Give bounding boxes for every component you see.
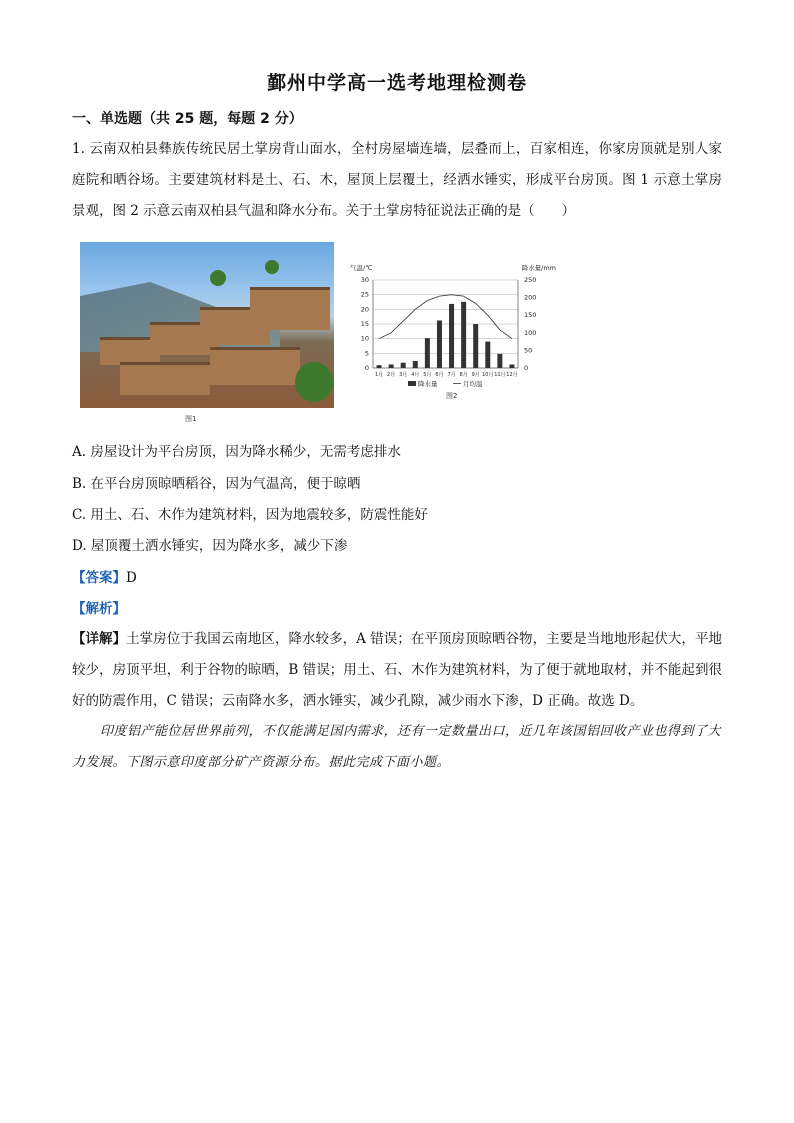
climate-chart: [348, 258, 558, 408]
y-right-tick: 150: [524, 311, 537, 320]
page-title: 鄞州中学高一选考地理检测卷: [266, 72, 527, 94]
legend-precip-label: 降水量: [418, 380, 438, 388]
option-a: A. 房屋设计为平台房顶，因为降水稀少，无需考虑排水: [72, 444, 401, 460]
tree: [210, 270, 226, 286]
y-right-tick: 50: [524, 346, 533, 355]
answer-value: D: [126, 570, 137, 586]
precip-bar: [449, 304, 454, 368]
precip-bar: [413, 361, 418, 368]
y-left-label: 气温/℃: [350, 264, 373, 272]
answer-line: [72, 566, 137, 586]
figure-row: [80, 240, 560, 430]
x-tick: 9月: [471, 372, 480, 378]
precip-bar: [509, 364, 514, 368]
y-right-tick: 0: [524, 364, 529, 372]
y-left-tick: 0: [364, 364, 369, 372]
precip-bar: [377, 365, 382, 368]
x-tick: 12月: [506, 372, 518, 378]
answer-label: 【答案】: [72, 570, 126, 586]
x-tick: 3月: [399, 372, 408, 378]
temperature-line: [379, 295, 512, 339]
x-tick: 1月: [374, 372, 384, 378]
legend-temp-label: 月均温: [463, 380, 483, 388]
x-tick: 11月: [494, 372, 506, 378]
detail-text: 土掌房位于我国云南地区，降水较多，A 错误；在平顶房顶晾晒谷物，主要是当地地形起伏大，平地较少，房顶平坦，利于谷物的晾晒，B 错误；用土、石、木作为建筑材料，为了便于就地取材，并不能起到很好的防震作用，C 错误；云南降水多，洒水锤实，减少孔隙，减少雨水下渗，D 正确。故选 D。: [72, 631, 722, 709]
precip-bar: [485, 342, 490, 368]
house-block: [210, 347, 300, 385]
x-tick: 4月: [411, 372, 420, 378]
analysis-line: [72, 597, 126, 617]
x-tick: 7月: [447, 372, 456, 378]
x-tick: 8月: [459, 372, 468, 378]
precip-bar: [389, 364, 394, 368]
y-left-tick: 5: [364, 349, 369, 358]
y-left-tick: 10: [360, 334, 369, 343]
question-stem: 1. 云南双柏县彝族传统民居土掌房背山面水，全村房屋墙连墙，层叠而上，百家相连，你家房顶就是别人家庭院和晒谷场。主要建筑材料是土、石、木，屋顶上层覆土，经洒水锤实，形成平台房顶。图 1 示意土掌房景观，图 2 示意云南双柏县气温和降水分布。关于土掌房特征说法正确的是（ ）: [72, 141, 722, 219]
x-tick: 2月: [387, 372, 396, 378]
y-left-tick: 15: [360, 320, 369, 328]
option-d: D. 屋顶覆土洒水锤实，因为降水多，减少下渗: [72, 538, 348, 554]
x-tick: 5月: [423, 372, 432, 378]
tuzhangfang-photo: [80, 242, 334, 408]
precip-bar: [437, 320, 442, 368]
house-block: [120, 362, 210, 395]
legend-precip-swatch: [408, 381, 416, 386]
precip-bar: [401, 363, 406, 368]
detail-label: 【详解】: [72, 631, 127, 647]
y-right-tick: 200: [524, 293, 537, 302]
figure2-caption: 图2: [446, 392, 458, 400]
precip-bar: [473, 324, 478, 368]
tree: [295, 362, 333, 402]
x-tick: 6月: [435, 372, 444, 378]
material-paragraph: 印度铝产能位居世界前列，不仅能满足国内需求，还有一定数量出口，近几年该国铝回收产业也得到了大力发展。下图示意印度部分矿产资源分布。据此完成下面小题。: [72, 724, 722, 770]
precip-bar: [461, 302, 466, 368]
analysis-label: 【解析】: [72, 601, 126, 617]
house-block: [250, 287, 330, 330]
section-heading: 一、单选题（共 25 题，每题 2 分）: [72, 111, 303, 127]
detail-paragraph: [72, 624, 722, 717]
y-right-tick: 100: [524, 328, 537, 337]
precip-bar: [425, 338, 430, 368]
y-left-tick: 25: [360, 290, 369, 299]
option-b: B. 在平台房顶晾晒稻谷，因为气温高，便于晾晒: [72, 476, 361, 492]
figure1-caption: 图1: [185, 415, 197, 423]
y-right-label: 降水量/mm: [521, 264, 556, 272]
y-right-tick: 250: [524, 276, 537, 284]
precip-bar: [497, 354, 502, 368]
y-left-tick: 30: [360, 276, 369, 284]
y-left-tick: 20: [360, 305, 369, 314]
option-c: C. 用土、石、木作为建筑材料，因为地震较多，防震性能好: [72, 507, 428, 523]
tree: [265, 260, 279, 274]
x-tick: 10月: [482, 372, 494, 378]
